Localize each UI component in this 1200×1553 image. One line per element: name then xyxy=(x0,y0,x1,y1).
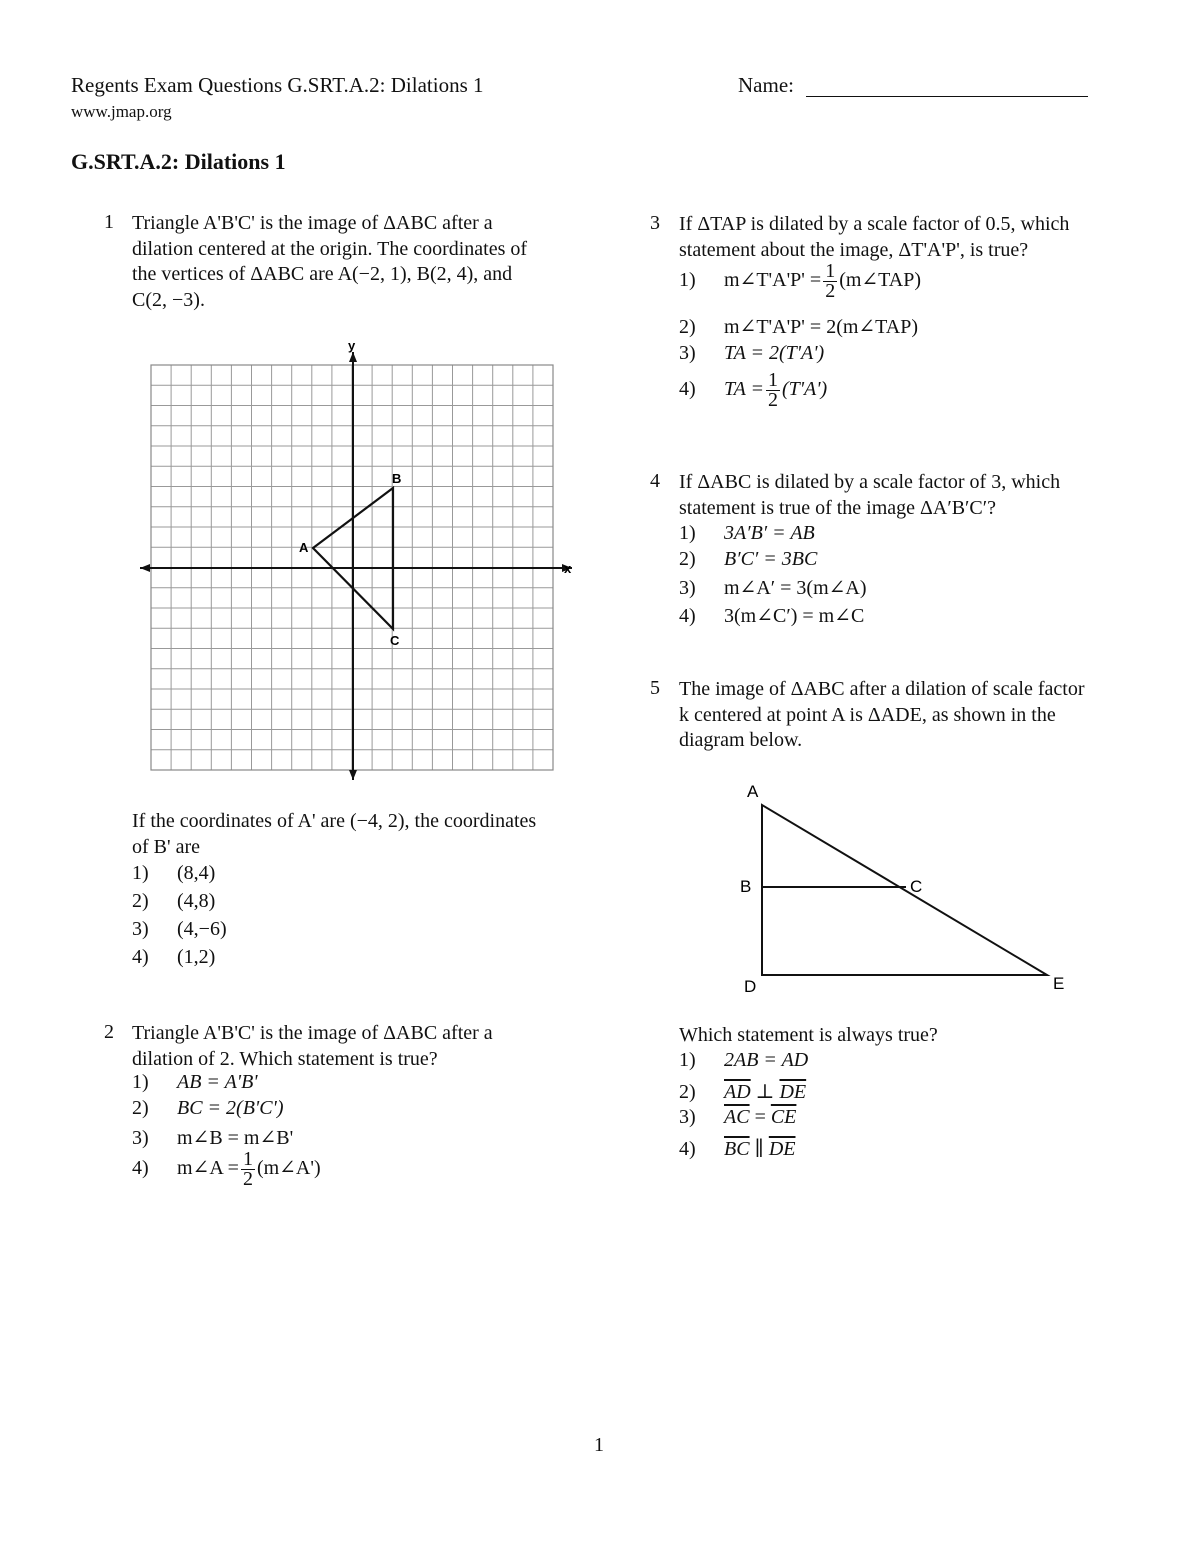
option-4[interactable]: 4) (1,2) xyxy=(132,946,216,968)
option-4[interactable]: 4) TA = $\frac{1}{2}$ (T'A') xyxy=(679,369,828,411)
option-1[interactable]: 1) 2AB = AD xyxy=(679,1049,809,1071)
point-c-label: C xyxy=(910,877,923,896)
question-follow-up: Which statement is always true? xyxy=(679,1024,938,1046)
option-1[interactable]: 1) m∠T'A'P' = $\frac{1}{2}$ (m∠TAP) xyxy=(679,260,922,302)
question-stem: If ΔTAP is dilated by a scale factor of 0.5, which statement about the image, ΔT'A'P', is true? xyxy=(679,213,1070,261)
header-url: www.jmap.org xyxy=(71,102,172,121)
y-axis-label: y xyxy=(348,338,356,353)
question-stem: The image of ΔABC after a dilation of scale factor k centered at point A is ΔADE, as shown in the diagram below. xyxy=(679,678,1085,751)
option-2[interactable]: 2) BC = 2(B'C') xyxy=(132,1097,284,1119)
question-number: 1 xyxy=(104,211,114,233)
page-number: 1 xyxy=(594,1434,604,1456)
question-number: 3 xyxy=(650,212,660,234)
y-axis-arrow-up-icon xyxy=(349,352,357,362)
question-follow-up: If the coordinates of A' are (−4, 2), the coordinates of B' are xyxy=(132,810,537,858)
point-b-label: B xyxy=(392,471,402,486)
option-4[interactable]: 4) 3(m∠C′) = m∠C xyxy=(679,605,865,627)
triangle-ade xyxy=(762,805,1047,975)
question-number: 2 xyxy=(104,1021,114,1043)
point-a-label: A xyxy=(747,782,759,801)
option-4[interactable]: 4) m∠A = $\frac{1}{2}$ (m∠A') xyxy=(132,1148,321,1190)
question-number: 4 xyxy=(650,470,660,492)
question-stem: Triangle A'B'C' is the image of ΔABC after a dilation of 2. Which statement is true? xyxy=(132,1022,493,1070)
option-3[interactable]: 3) $\overline{AC} = \overline{CE}$ xyxy=(679,1106,797,1128)
option-3[interactable]: 3) TA = 2(T'A') xyxy=(679,342,825,364)
point-d-label: D xyxy=(744,977,757,996)
option-3[interactable]: 3) m∠A′ = 3(m∠A) xyxy=(679,577,867,599)
question-number: 5 xyxy=(650,677,660,699)
y-axis-arrow-down-icon xyxy=(349,770,357,780)
header-title: Regents Exam Questions G.SRT.A.2: Dilations 1 xyxy=(71,73,484,97)
name-label: Name: xyxy=(738,73,794,97)
option-2[interactable]: 2) m∠T'A'P' = 2(m∠TAP) xyxy=(679,316,919,338)
option-1[interactable]: 1) (8,4) xyxy=(132,862,216,884)
option-4[interactable]: 4) $\overline{BC}$ ∥ $\overline{DE}$ xyxy=(679,1138,796,1160)
question-stem: If ΔABC is dilated by a scale factor of 3, which statement is true of the image ΔA′B′C′? xyxy=(679,471,1061,519)
x-axis-arrow-left-icon xyxy=(140,564,150,572)
x-axis-label: x xyxy=(564,561,572,576)
point-e-label: E xyxy=(1053,974,1065,993)
option-2[interactable]: 2) B′C′ = 3BC xyxy=(679,548,818,570)
option-1[interactable]: 1) AB = A'B' xyxy=(132,1071,258,1093)
point-b-label: B xyxy=(740,877,752,896)
option-3[interactable]: 3) m∠B = m∠B' xyxy=(132,1127,294,1149)
option-1[interactable]: 1) 3A′B′ = AB xyxy=(679,522,815,544)
option-3[interactable]: 3) (4,−6) xyxy=(132,918,227,940)
question-stem: Triangle A'B'C' is the image of ΔABC after a dilation centered at the origin. The coordinates of the vertices of ΔABC are A(−2, 1), B(2, 4), and C(2, −3). xyxy=(132,212,528,311)
triangle-diagram xyxy=(735,775,1080,1000)
option-2[interactable]: 2) $\overline{AD}$ ⊥ $\overline{DE}$ xyxy=(679,1081,807,1103)
name-blank-line[interactable] xyxy=(806,96,1088,97)
option-2[interactable]: 2) (4,8) xyxy=(132,890,216,912)
section-title: G.SRT.A.2: Dilations 1 xyxy=(71,149,286,174)
coordinate-graph xyxy=(140,340,580,785)
point-a-label: A xyxy=(299,540,309,555)
point-c-label: C xyxy=(390,633,400,648)
